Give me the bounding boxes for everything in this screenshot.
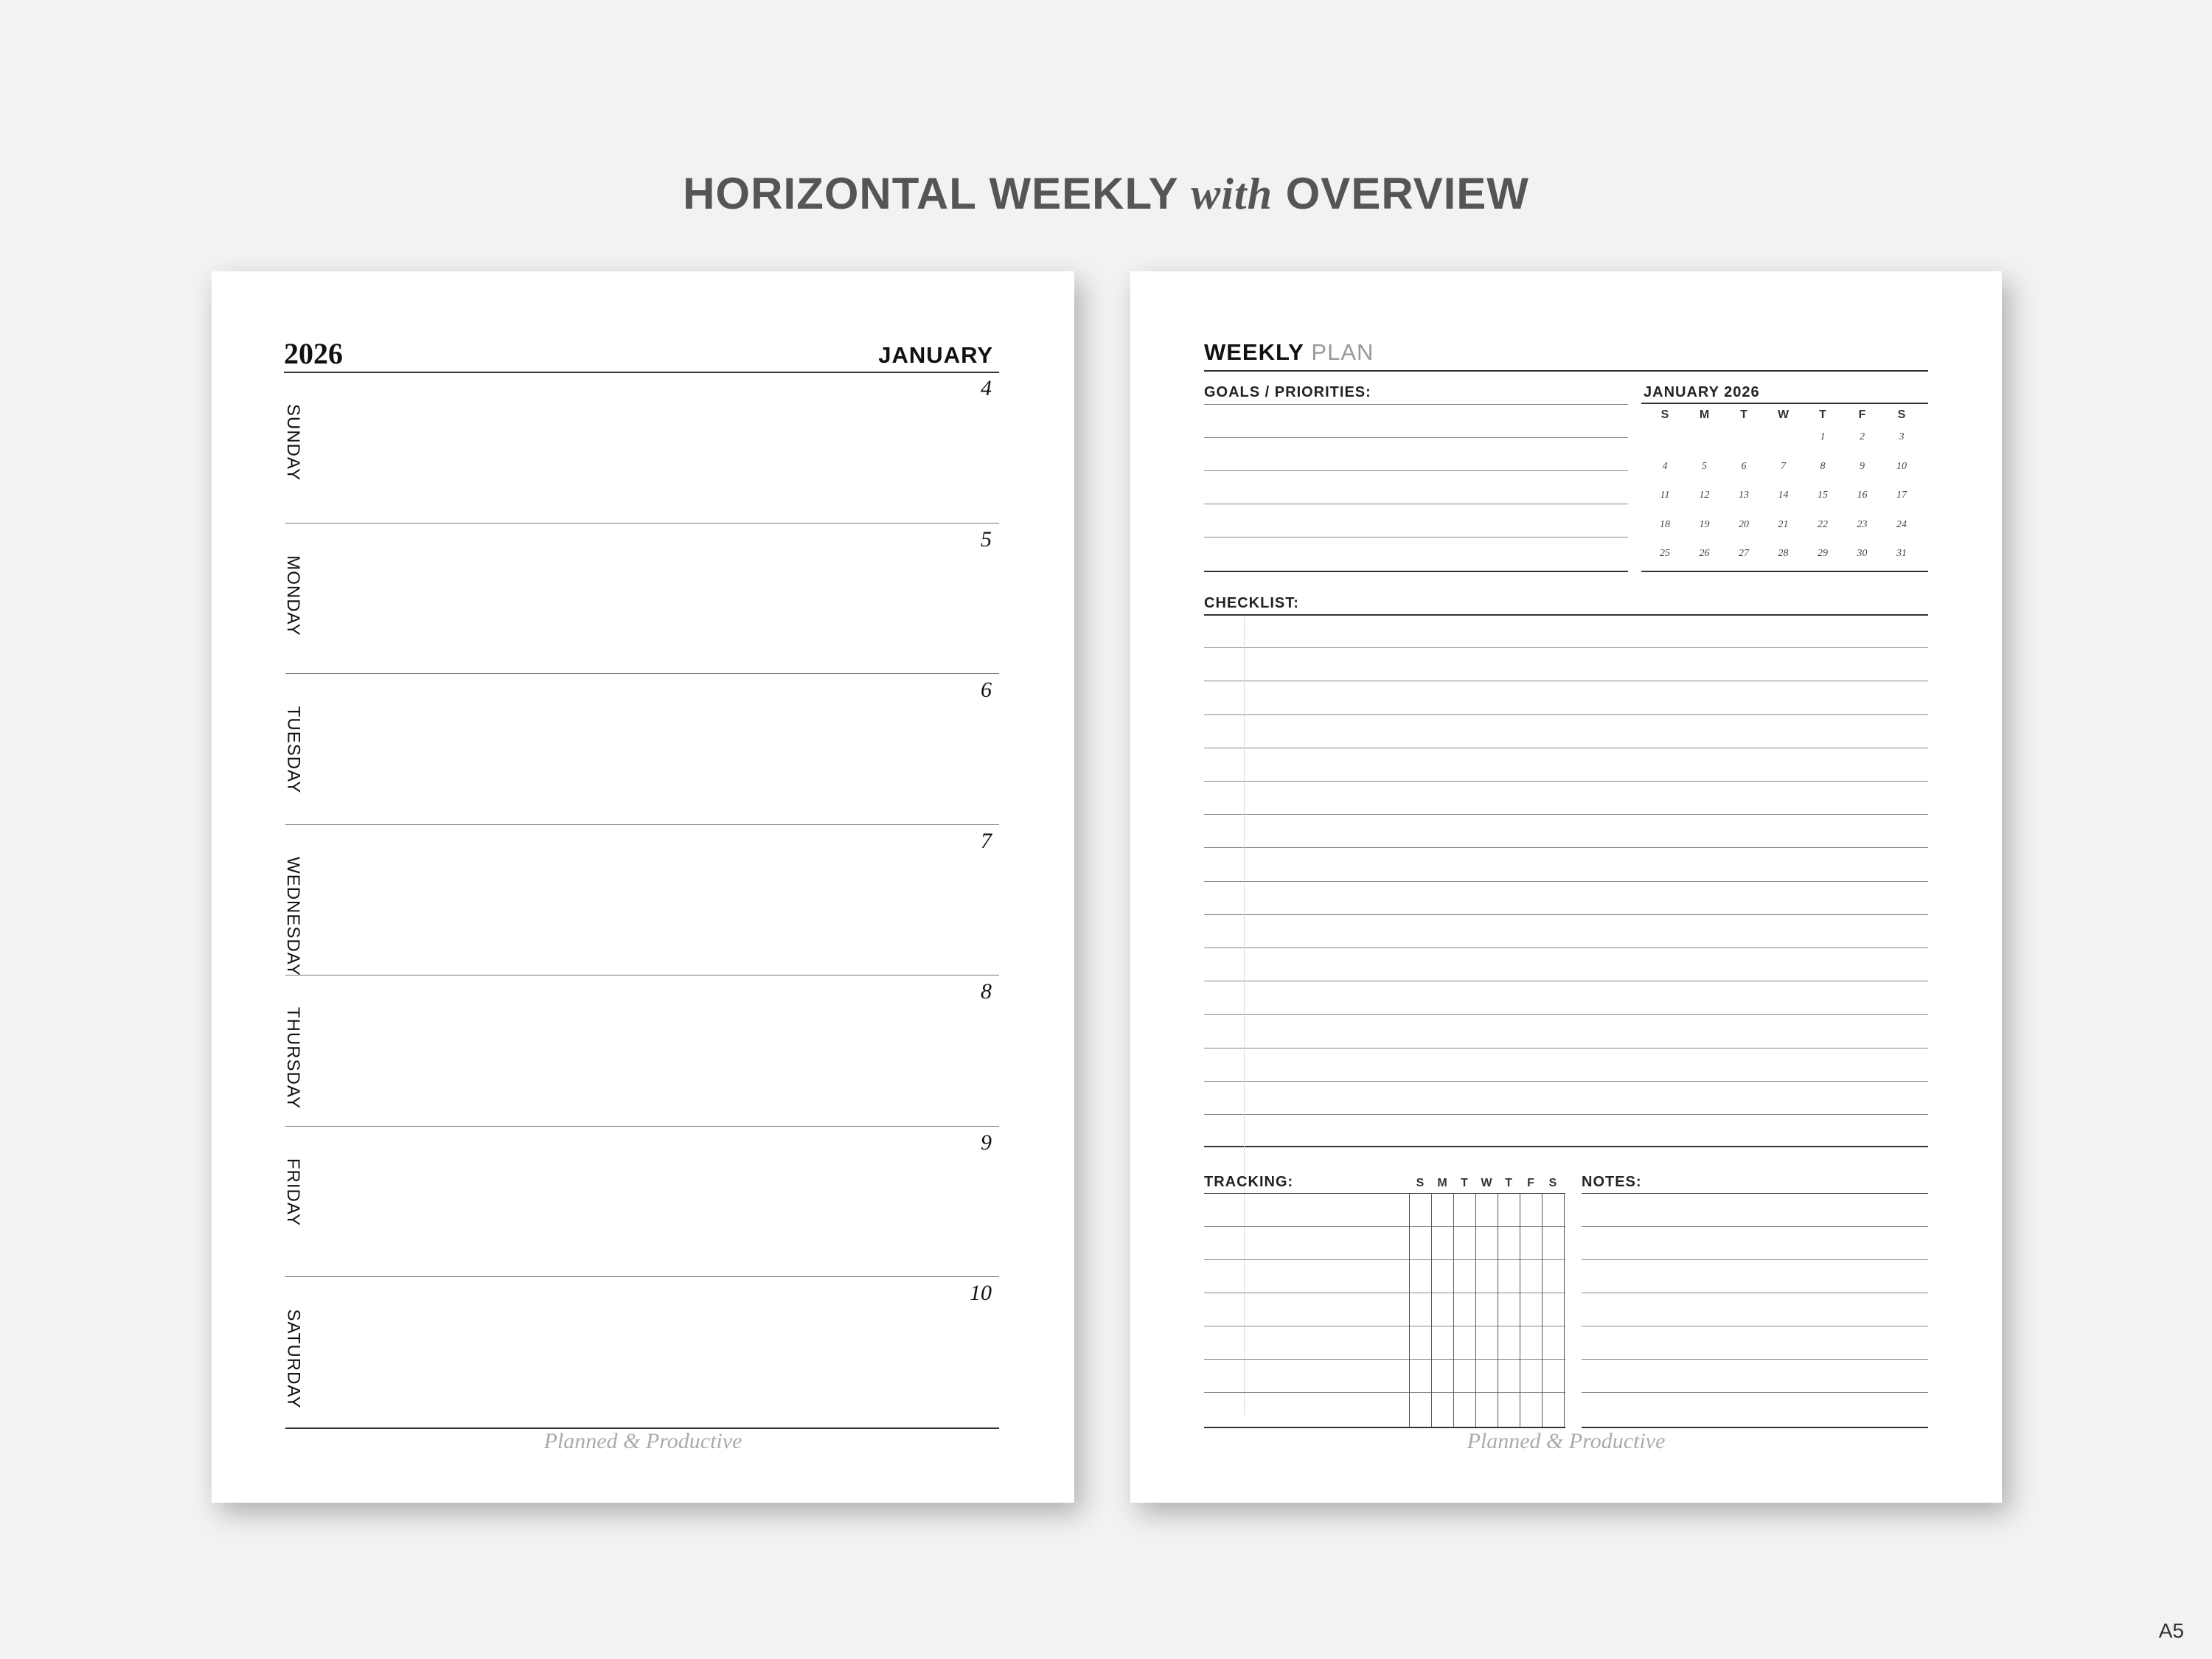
checklist-line	[1204, 847, 1928, 848]
goal-bottom-line	[1204, 571, 1628, 572]
year-label: 2026	[284, 337, 343, 370]
day-separator	[285, 824, 999, 825]
tracking-column-line	[1475, 1193, 1476, 1427]
page-heading	[0, 168, 2212, 220]
weekly-page-right	[1130, 271, 2002, 1503]
calendar-weekday: T	[1740, 408, 1747, 421]
notes-line	[1582, 1392, 1928, 1393]
tracking-top-line	[1204, 1193, 1565, 1194]
checklist-line	[1204, 814, 1928, 815]
mini-calendar-rule	[1641, 403, 1928, 404]
calendar-weekday: M	[1699, 408, 1710, 421]
calendar-day: 29	[1818, 548, 1828, 559]
notes-bottom-line	[1582, 1427, 1928, 1428]
checklist-checkbox-column	[1244, 616, 1245, 1416]
calendar-day: 7	[1781, 460, 1786, 472]
month-label: JANUARY	[878, 342, 993, 368]
day-separator	[285, 673, 999, 674]
calendar-day: 8	[1820, 460, 1826, 472]
day-label-monday: MONDAY	[282, 554, 303, 636]
calendar-day: 26	[1699, 548, 1710, 559]
calendar-day: 19	[1699, 518, 1710, 530]
day-number: 6	[981, 678, 992, 702]
tracking-weekday: S	[1548, 1177, 1557, 1189]
tracking-column-line	[1564, 1193, 1565, 1427]
title-rule	[1204, 370, 1928, 372]
calendar-day: 4	[1662, 460, 1668, 472]
calendar-day: 31	[1896, 548, 1907, 559]
calendar-day: 18	[1660, 518, 1670, 530]
notes-line	[1582, 1259, 1928, 1260]
size-label: A5	[2158, 1619, 2184, 1642]
calendar-day: 25	[1660, 548, 1670, 559]
checklist-top-line	[1204, 614, 1928, 616]
goal-line	[1204, 437, 1628, 438]
tracking-column-line	[1453, 1193, 1454, 1427]
goal-line	[1204, 404, 1628, 405]
tracking-column-line	[1542, 1193, 1543, 1427]
day-label-saturday: SATURDAY	[283, 1308, 304, 1409]
notes-line	[1582, 1226, 1928, 1227]
calendar-weekday: W	[1777, 408, 1790, 421]
day-number: 4	[981, 376, 992, 400]
day-number: 5	[981, 526, 992, 552]
checklist-line	[1204, 1081, 1928, 1082]
notes-line	[1582, 1359, 1928, 1360]
tracking-bottom-line	[1204, 1427, 1565, 1428]
tracking-weekday: M	[1437, 1177, 1447, 1189]
calendar-day: 30	[1857, 548, 1868, 559]
calendar-day: 2	[1860, 431, 1865, 442]
calendar-day: 20	[1739, 518, 1749, 530]
calendar-day: 23	[1857, 518, 1868, 530]
title-light: PLAN	[1311, 339, 1374, 365]
day-number: 9	[981, 1130, 992, 1155]
day-label-tuesday: TUESDAY	[282, 706, 303, 793]
checklist-line	[1204, 647, 1928, 648]
heading-part-1: HORIZONTAL WEEKLY	[683, 169, 1192, 218]
tracking-line	[1204, 1226, 1565, 1227]
calendar-day: 6	[1741, 460, 1747, 472]
day-label-thursday: THURSDAY	[283, 1006, 304, 1110]
goals-label: GOALS / PRIORITIES:	[1204, 384, 1371, 400]
day-separator	[285, 1126, 999, 1127]
tracking-weekday: S	[1416, 1177, 1425, 1189]
mini-calendar-bottom-rule	[1641, 571, 1928, 572]
goal-line	[1204, 470, 1628, 471]
tracking-line	[1204, 1359, 1565, 1360]
day-number: 8	[981, 979, 992, 1004]
calendar-day: 1	[1820, 431, 1826, 442]
day-number: 7	[981, 828, 992, 853]
title-bold: WEEKLY	[1204, 339, 1304, 365]
calendar-day: 16	[1857, 490, 1868, 501]
calendar-day: 27	[1739, 548, 1749, 559]
checklist-line	[1204, 714, 1928, 715]
header-rule	[284, 372, 999, 373]
calendar-day: 21	[1778, 518, 1789, 530]
calendar-weekday: T	[1819, 408, 1826, 421]
day-label-friday: FRIDAY	[283, 1158, 304, 1226]
tracking-label: TRACKING:	[1204, 1174, 1294, 1190]
tracking-weekday: F	[1527, 1177, 1534, 1189]
day-separator	[285, 523, 999, 524]
checklist-label: CHECKLIST:	[1204, 595, 1299, 611]
calendar-day: 12	[1699, 490, 1710, 501]
tracking-weekday: W	[1481, 1177, 1492, 1189]
weekly-page-left	[212, 271, 1074, 1503]
calendar-day: 5	[1702, 460, 1707, 472]
tracking-weekday: T	[1461, 1177, 1468, 1189]
checklist-line	[1204, 1114, 1928, 1115]
tracking-weekday: T	[1505, 1177, 1512, 1189]
checklist-line	[1204, 914, 1928, 915]
checklist-bottom-line	[1204, 1146, 1928, 1147]
calendar-weekday: S	[1897, 408, 1906, 421]
day-separator	[285, 1276, 999, 1277]
brand-logo: Planned & Productive	[1467, 1429, 1666, 1453]
tracking-column-line	[1409, 1193, 1410, 1427]
page-title	[1204, 339, 1374, 366]
checklist-line	[1204, 1014, 1928, 1015]
tracking-column-line	[1431, 1193, 1432, 1427]
calendar-weekday: F	[1858, 408, 1866, 421]
mini-calendar-title: JANUARY 2026	[1644, 384, 1760, 400]
calendar-day: 28	[1778, 548, 1789, 559]
calendar-day: 22	[1818, 518, 1828, 530]
calendar-day: 14	[1778, 490, 1789, 501]
calendar-day: 17	[1896, 490, 1907, 501]
calendar-day: 15	[1818, 490, 1828, 501]
notes-top-line	[1582, 1193, 1928, 1194]
calendar-weekday: S	[1660, 408, 1669, 421]
checklist-line	[1204, 947, 1928, 948]
calendar-day: 3	[1899, 431, 1905, 442]
brand-logo: Planned & Productive	[543, 1429, 742, 1453]
heading-part-3: OVERVIEW	[1272, 169, 1529, 218]
day-number: 10	[970, 1281, 992, 1305]
goal-line	[1204, 537, 1628, 538]
calendar-day: 13	[1739, 490, 1749, 501]
checklist-line	[1204, 881, 1928, 882]
calendar-day: 9	[1860, 460, 1865, 472]
calendar-day: 11	[1660, 490, 1670, 501]
heading-part-2: with	[1191, 170, 1273, 218]
checklist-line	[1204, 781, 1928, 782]
calendar-day: 10	[1896, 460, 1907, 472]
tracking-line	[1204, 1259, 1565, 1260]
day-label-wednesday: WEDNESDAY	[282, 856, 303, 976]
calendar-day: 24	[1896, 518, 1907, 530]
day-label-sunday: SUNDAY	[283, 403, 304, 481]
notes-label: NOTES:	[1582, 1174, 1642, 1190]
tracking-line	[1204, 1392, 1565, 1393]
